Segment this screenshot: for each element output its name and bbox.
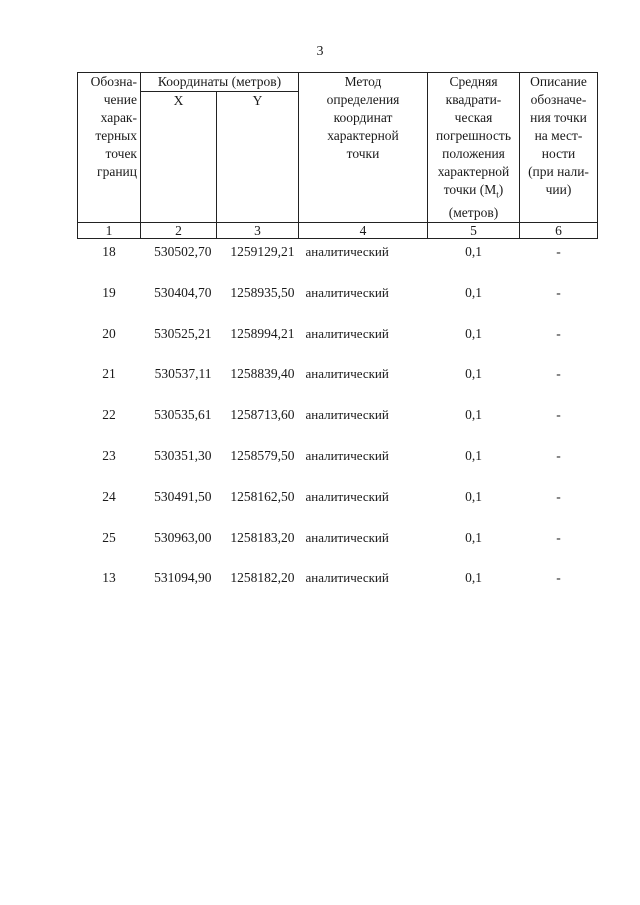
boundary-points-table-container [77,72,597,606]
method: аналитический [305,284,389,300]
description: - [556,529,561,545]
column-number: 5 [428,223,520,239]
method: аналитический [305,325,389,341]
x-coordinate: 530525,21 [154,325,212,341]
method: аналитический [305,570,389,586]
column-numbers-row [78,223,598,239]
column-number: 4 [299,223,428,239]
point-number: 25 [102,529,116,545]
point-number: 21 [102,366,116,382]
error-value: 0,1 [465,529,482,545]
x-coordinate: 530491,50 [154,488,212,504]
header-mean-square-error: Средняя квадрати- ческая погрешность положения характерной точки $(M_t)$ (метров) [428,73,520,223]
column-number: 1 [78,223,141,239]
x-coordinate: 531094,90 [154,570,212,586]
error-value: 0,1 [465,244,482,259]
description: - [556,570,561,586]
table-row [78,239,598,280]
error-value: 0,1 [465,284,482,300]
method: аналитический [305,244,389,259]
error-value: 0,1 [465,447,482,463]
table-row [78,280,598,321]
description: - [556,244,561,259]
point-number: 19 [102,284,116,300]
description: - [556,407,561,423]
description: - [556,447,561,463]
y-coordinate: 1258162,50 [230,488,295,504]
x-coordinate: 530535,61 [154,407,212,423]
description: - [556,284,561,300]
column-number: 3 [217,223,299,239]
x-coordinate: 530351,30 [154,447,212,463]
point-number: 23 [102,447,116,463]
header-coordinates-group: Координаты (метров) [141,73,299,92]
method: аналитический [305,407,389,423]
table-body [78,239,598,607]
y-coordinate: 1258579,50 [230,447,295,463]
table-row [78,484,598,525]
method: аналитический [305,366,389,382]
header-description: Описание обозначе- ния точки на мест- ности (при нали- чии) [520,73,598,223]
y-coordinate: 1259129,21 [230,244,295,259]
description: - [556,325,561,341]
method: аналитический [305,488,389,504]
table-header [78,73,598,239]
description: - [556,366,561,382]
error-value: 0,1 [465,570,482,586]
table-row [78,361,598,402]
description: - [556,488,561,504]
header-x: X [141,92,217,223]
x-coordinate: 530502,70 [154,244,212,259]
error-value: 0,1 [465,488,482,504]
boundary-points-table [77,72,598,606]
table-row [78,443,598,484]
x-coordinate: 530963,00 [154,529,212,545]
point-number: 24 [102,488,116,504]
y-coordinate: 1258935,50 [230,284,295,300]
point-number: 18 [102,244,116,259]
table-row [78,402,598,443]
column-number: 6 [520,223,598,239]
header-point-designation: Обозна- чение харак- терных точек границ [78,73,141,223]
y-coordinate: 1258182,20 [230,570,295,586]
page-number: 3 [316,44,324,59]
y-coordinate: 1258713,60 [230,407,295,423]
y-coordinate: 1258183,20 [230,529,295,545]
column-number: 2 [141,223,217,239]
x-coordinate: 530537,11 [154,366,212,382]
method: аналитический [305,529,389,545]
header-method: Метод определения координат характерной точки [299,73,428,223]
y-coordinate: 1258994,21 [230,325,295,341]
y-coordinate: 1258839,40 [230,366,295,382]
error-value: 0,1 [465,325,482,341]
error-value: 0,1 [465,366,482,382]
point-number: 20 [102,325,116,341]
table-row [78,525,598,566]
header-y: Y [217,92,299,223]
point-number: 13 [102,570,116,586]
x-coordinate: 530404,70 [154,284,212,300]
point-number: 22 [102,407,116,423]
error-value: 0,1 [465,407,482,423]
table-row [78,565,598,606]
method: аналитический [305,447,389,463]
table-row [78,321,598,362]
